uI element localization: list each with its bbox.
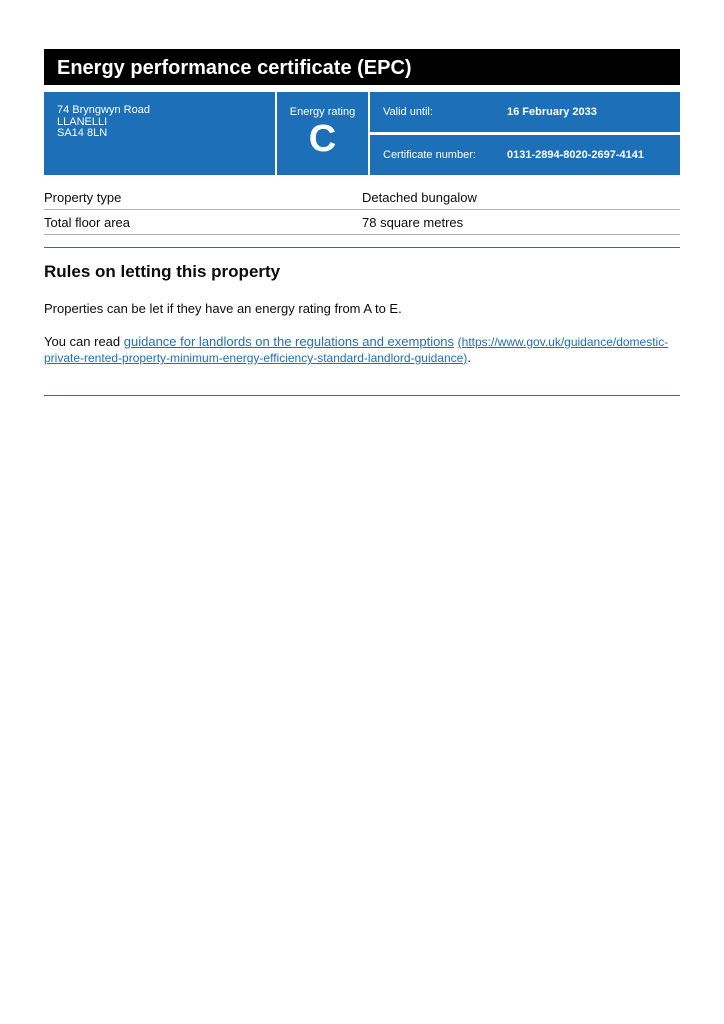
property-type-label: Property type	[44, 189, 122, 205]
energy-rating-block	[277, 92, 368, 175]
address-line-1: 74 Bryngwyn Road	[57, 104, 150, 116]
energy-rating-value: C	[308, 118, 337, 160]
rules-paragraph-2-prefix: You can read	[44, 334, 121, 349]
epc-page	[44, 49, 680, 396]
rules-heading: Rules on letting this property	[44, 262, 281, 281]
property-type-value: Detached bungalow	[362, 189, 477, 205]
section-divider-bottom	[44, 395, 680, 396]
valid-until-row	[370, 92, 680, 132]
landlord-guidance-url-2[interactable]: private-rented-property-minimum-energy-efficiency-standard-landlord-guidance)	[44, 351, 468, 365]
certificate-info	[370, 92, 680, 175]
valid-until-label: Valid until:	[383, 106, 433, 118]
valid-until-value: 16 February 2033	[507, 106, 597, 118]
certificate-number-row	[370, 135, 680, 175]
energy-rating-label: Energy rating	[289, 106, 356, 118]
summary-panel	[44, 92, 680, 175]
property-type-row	[44, 185, 680, 210]
landlord-guidance-url-1[interactable]: (https://www.gov.uk/guidance/domestic-	[457, 335, 669, 349]
page-title: Energy performance certificate (EPC)	[44, 49, 680, 85]
landlord-guidance-link[interactable]: guidance for landlords on the regulations and exemptions	[123, 334, 455, 349]
section-divider	[44, 247, 680, 248]
floor-area-row	[44, 210, 680, 235]
rules-paragraph-1: Properties can be let if they have an energy rating from A to E.	[44, 301, 402, 316]
rules-paragraph-2-suffix: .	[467, 350, 471, 365]
certificate-number-value: 0131-2894-8020-2697-4141	[507, 149, 645, 161]
floor-area-value: 78 square metres	[362, 214, 464, 230]
property-details	[44, 185, 680, 235]
address-block	[44, 92, 275, 175]
floor-area-label: Total floor area	[44, 214, 130, 230]
rules-paragraph-2	[44, 334, 680, 366]
certificate-number-label: Certificate number:	[383, 149, 476, 161]
address-line-2: LLANELLI	[57, 115, 108, 128]
address-line-3: SA14 8LN	[57, 127, 108, 139]
